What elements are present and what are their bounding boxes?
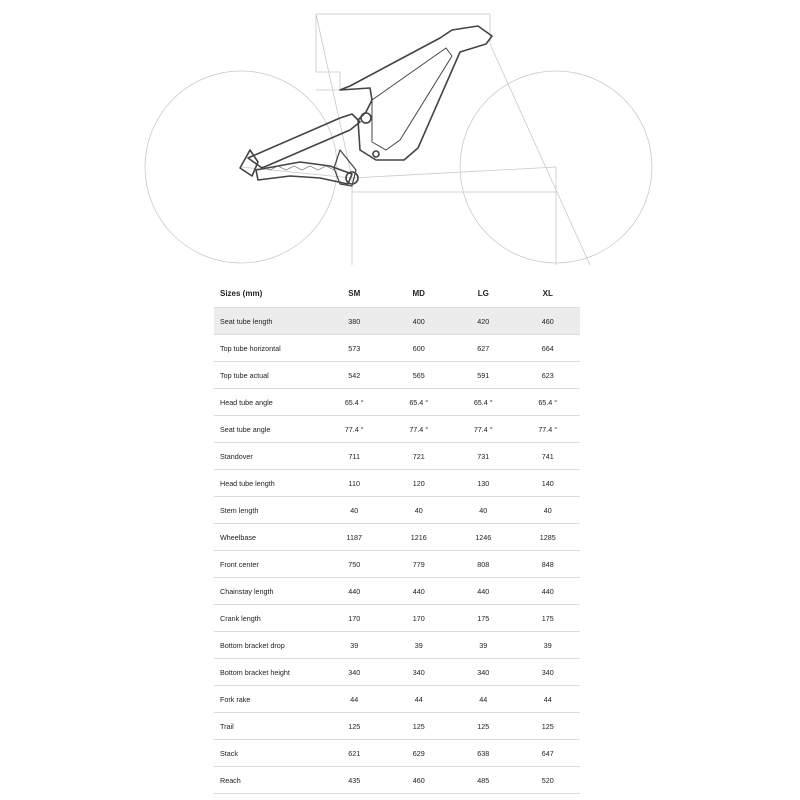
table-row	[214, 767, 580, 794]
row-value: 542	[322, 362, 387, 389]
row-value: 485	[451, 767, 516, 794]
row-label: Seat tube length	[214, 308, 322, 335]
row-label: Chainstay length	[214, 578, 322, 605]
row-value: 39	[387, 632, 452, 659]
header-sizes: Sizes (mm)	[214, 279, 322, 308]
table-row	[214, 551, 580, 578]
row-value: 711	[322, 443, 387, 470]
row-value: 627	[451, 335, 516, 362]
row-value: 125	[451, 713, 516, 740]
row-value: 44	[516, 686, 581, 713]
row-value: 77.4 °	[322, 416, 387, 443]
row-value: 591	[451, 362, 516, 389]
row-value: 400	[387, 308, 452, 335]
row-value: 460	[387, 767, 452, 794]
row-value: 65.4 °	[451, 389, 516, 416]
row-value: 110	[322, 470, 387, 497]
row-value: 731	[451, 443, 516, 470]
row-label: Top tube horizontal	[214, 335, 322, 362]
row-value: 779	[387, 551, 452, 578]
row-value: 130	[451, 470, 516, 497]
row-label: Bottom bracket drop	[214, 632, 322, 659]
row-value: 77.4 °	[451, 416, 516, 443]
table-row	[214, 362, 580, 389]
row-label: Crank length	[214, 605, 322, 632]
row-value: 340	[322, 659, 387, 686]
table-row	[214, 389, 580, 416]
row-value: 44	[387, 686, 452, 713]
row-value: 44	[451, 686, 516, 713]
row-value: 170	[322, 605, 387, 632]
row-value: 340	[451, 659, 516, 686]
table-row	[214, 416, 580, 443]
row-label: Standover	[214, 443, 322, 470]
row-value: 600	[387, 335, 452, 362]
row-value: 125	[387, 713, 452, 740]
table-header-row	[214, 279, 580, 308]
table-row	[214, 632, 580, 659]
row-label: Wheelbase	[214, 524, 322, 551]
table-row	[214, 443, 580, 470]
row-value: 1246	[451, 524, 516, 551]
row-value: 44	[322, 686, 387, 713]
row-value: 621	[322, 740, 387, 767]
row-value: 120	[387, 470, 452, 497]
row-value: 65.4 °	[516, 389, 581, 416]
row-label: Trail	[214, 713, 322, 740]
row-value: 340	[387, 659, 452, 686]
row-value: 65.4 °	[322, 389, 387, 416]
header-sm: SM	[322, 279, 387, 308]
header-md: MD	[387, 279, 452, 308]
row-value: 39	[322, 632, 387, 659]
table-row	[214, 335, 580, 362]
row-label: Reach	[214, 767, 322, 794]
row-label: Stem length	[214, 497, 322, 524]
rear-swingarm	[248, 114, 360, 168]
row-value: 750	[322, 551, 387, 578]
row-value: 65.4 °	[387, 389, 452, 416]
header-lg: LG	[451, 279, 516, 308]
row-value: 435	[322, 767, 387, 794]
row-value: 848	[516, 551, 581, 578]
row-value: 638	[451, 740, 516, 767]
row-value: 629	[387, 740, 452, 767]
row-value: 1187	[322, 524, 387, 551]
row-value: 460	[516, 308, 581, 335]
header-xl: XL	[516, 279, 581, 308]
row-value: 520	[516, 767, 581, 794]
row-value: 140	[516, 470, 581, 497]
table-row	[214, 605, 580, 632]
row-value: 175	[516, 605, 581, 632]
table-row	[214, 686, 580, 713]
row-value: 1285	[516, 524, 581, 551]
row-label: Seat tube angle	[214, 416, 322, 443]
row-value: 1216	[387, 524, 452, 551]
row-value: 440	[516, 578, 581, 605]
table-row	[214, 524, 580, 551]
row-label: Head tube length	[214, 470, 322, 497]
row-value: 741	[516, 443, 581, 470]
front-triangle	[340, 26, 492, 160]
row-value: 647	[516, 740, 581, 767]
row-value: 39	[516, 632, 581, 659]
table-row	[214, 713, 580, 740]
row-value: 40	[387, 497, 452, 524]
table-row	[214, 740, 580, 767]
row-value: 175	[451, 605, 516, 632]
row-label: Stack	[214, 740, 322, 767]
row-label: Head tube angle	[214, 389, 322, 416]
row-value: 39	[451, 632, 516, 659]
row-value: 40	[516, 497, 581, 524]
geometry-table	[214, 279, 580, 794]
table-row	[214, 308, 580, 335]
row-value: 170	[387, 605, 452, 632]
row-value: 565	[387, 362, 452, 389]
row-value: 573	[322, 335, 387, 362]
row-value: 808	[451, 551, 516, 578]
row-value: 125	[516, 713, 581, 740]
row-value: 340	[516, 659, 581, 686]
row-value: 721	[387, 443, 452, 470]
row-value: 440	[322, 578, 387, 605]
row-value: 440	[387, 578, 452, 605]
table-row	[214, 470, 580, 497]
row-value: 623	[516, 362, 581, 389]
row-value: 440	[451, 578, 516, 605]
row-value: 40	[322, 497, 387, 524]
geometry-lines	[316, 14, 340, 90]
row-label: Front center	[214, 551, 322, 578]
table-row	[214, 497, 580, 524]
row-value: 420	[451, 308, 516, 335]
row-value: 77.4 °	[516, 416, 581, 443]
row-value: 40	[451, 497, 516, 524]
bike-frame-geometry-drawing	[0, 0, 800, 270]
table-row	[214, 659, 580, 686]
row-value: 125	[322, 713, 387, 740]
row-label: Fork rake	[214, 686, 322, 713]
row-label: Bottom bracket height	[214, 659, 322, 686]
row-value: 77.4 °	[387, 416, 452, 443]
table-row	[214, 578, 580, 605]
row-value: 664	[516, 335, 581, 362]
row-label: Top tube actual	[214, 362, 322, 389]
row-value: 380	[322, 308, 387, 335]
